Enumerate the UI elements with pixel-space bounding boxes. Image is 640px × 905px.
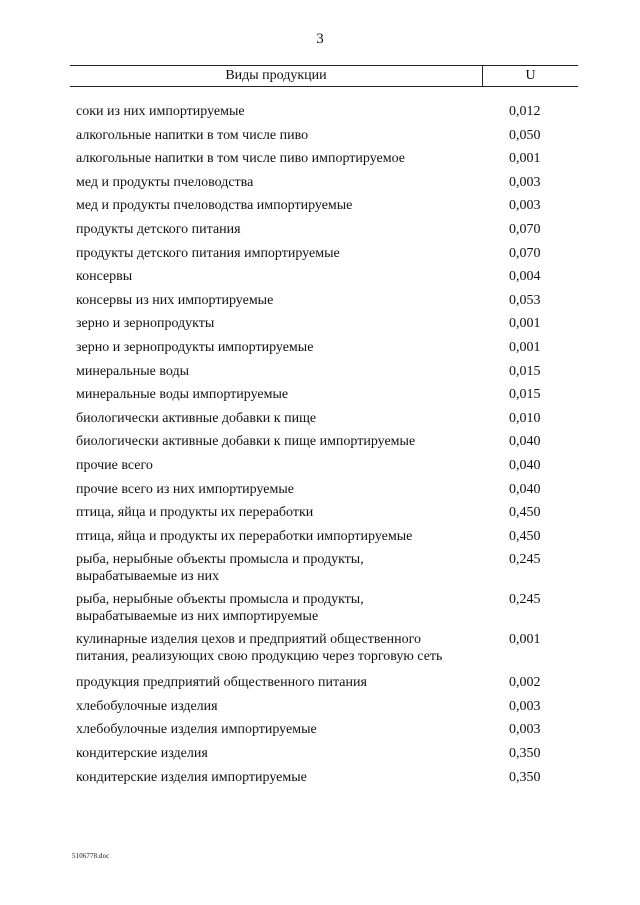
product-type-cell: прочие всего bbox=[76, 457, 153, 473]
table-row bbox=[76, 745, 578, 769]
table-row bbox=[76, 528, 578, 552]
product-type-cell: консервы из них импортируемые bbox=[76, 292, 274, 308]
product-type-cell: птица, яйца и продукты их переработки импортируемые bbox=[76, 528, 413, 544]
table-body bbox=[76, 103, 578, 792]
product-type-cell: минеральные воды bbox=[76, 363, 190, 379]
table-row bbox=[76, 174, 578, 198]
u-value-cell: 0,012 bbox=[509, 104, 541, 119]
table-row bbox=[76, 386, 578, 410]
product-type-cell: мед и продукты пчеловодства bbox=[76, 174, 254, 190]
table-row bbox=[76, 292, 578, 316]
u-value-cell: 0,003 bbox=[509, 174, 541, 190]
u-value-cell: 0,001 bbox=[509, 151, 541, 167]
table-header bbox=[70, 65, 578, 87]
table-row bbox=[76, 150, 578, 174]
u-value-cell: 0,010 bbox=[509, 410, 541, 426]
table-row bbox=[76, 591, 578, 631]
u-value-cell: 0,450 bbox=[509, 528, 541, 544]
product-type-cell: алкогольные напитки в том числе пиво bbox=[76, 127, 309, 143]
footer-doc-id: 5106778.doc bbox=[72, 852, 110, 860]
u-value-cell: 0,040 bbox=[509, 434, 541, 450]
product-type-cell: соки из них импортируемые bbox=[76, 104, 245, 119]
u-value-cell: 0,001 bbox=[509, 339, 541, 355]
product-type-cell: зерно и зернопродукты bbox=[76, 316, 215, 332]
table-row bbox=[76, 315, 578, 339]
u-value-cell: 0,040 bbox=[509, 457, 541, 473]
u-value-cell: 0,002 bbox=[509, 675, 541, 691]
u-value-cell: 0,001 bbox=[509, 316, 541, 332]
table-row bbox=[76, 221, 578, 245]
product-type-cell: мед и продукты пчеловодства импортируемые bbox=[76, 198, 353, 214]
table-row bbox=[76, 504, 578, 528]
u-value-cell: 0,050 bbox=[509, 127, 541, 143]
table-row bbox=[76, 127, 578, 151]
column-header-u: U bbox=[525, 68, 536, 83]
product-type-cell: птица, яйца и продукты их переработки bbox=[76, 505, 314, 521]
table-row bbox=[76, 698, 578, 722]
product-type-cell: продукты детского питания bbox=[76, 221, 241, 237]
product-type-cell: хлебобулочные изделия bbox=[76, 698, 218, 714]
u-value-cell: 0,070 bbox=[509, 245, 541, 261]
product-type-cell: кондитерские изделия bbox=[76, 746, 208, 762]
table-row bbox=[76, 674, 578, 698]
product-type-cell: продукты детского питания импортируемые bbox=[76, 245, 340, 261]
table-row bbox=[76, 433, 578, 457]
product-type-cell: кулинарные изделия цехов и предприятий общественного питания, реализующих свою продукцию через торговую сеть bbox=[76, 632, 443, 665]
u-value-cell: 0,450 bbox=[509, 505, 541, 521]
product-type-cell: зерно и зернопродукты импортируемые bbox=[76, 339, 314, 355]
table-row bbox=[76, 339, 578, 363]
u-value-cell: 0,070 bbox=[509, 221, 541, 237]
table-row bbox=[76, 481, 578, 505]
u-value-cell: 0,053 bbox=[509, 292, 541, 308]
u-value-cell: 0,003 bbox=[509, 198, 541, 214]
u-value-cell: 0,004 bbox=[509, 269, 541, 285]
u-value-cell: 0,003 bbox=[509, 722, 541, 738]
table-row bbox=[76, 457, 578, 481]
table-row bbox=[76, 268, 578, 292]
table-row bbox=[76, 721, 578, 745]
column-header-product-type: Виды продукции bbox=[70, 66, 483, 86]
table-row bbox=[76, 363, 578, 387]
product-type-cell: биологически активные добавки к пище импортируемые bbox=[76, 434, 416, 450]
product-type-cell: прочие всего из них импортируемые bbox=[76, 481, 294, 497]
table-row bbox=[76, 769, 578, 793]
u-value-cell: 0,001 bbox=[509, 632, 541, 648]
table-row bbox=[76, 103, 578, 127]
product-type-cell: рыба, нерыбные объекты промысла и продукты, вырабатываемые из них bbox=[76, 552, 364, 585]
u-value-cell: 0,003 bbox=[509, 698, 541, 714]
page-number: 3 bbox=[316, 31, 324, 47]
product-type-cell: биологически активные добавки к пище bbox=[76, 410, 317, 426]
product-type-cell: консервы bbox=[76, 269, 133, 285]
u-value-cell: 0,245 bbox=[509, 592, 541, 608]
u-value-cell: 0,040 bbox=[509, 481, 541, 497]
table-row bbox=[76, 410, 578, 434]
table-row bbox=[76, 631, 578, 674]
product-type-cell: хлебобулочные изделия импортируемые bbox=[76, 722, 317, 738]
u-value-cell: 0,015 bbox=[509, 363, 541, 379]
product-type-cell: минеральные воды импортируемые bbox=[76, 387, 289, 403]
u-value-cell: 0,350 bbox=[509, 746, 541, 762]
u-value-cell: 0,245 bbox=[509, 552, 541, 568]
table-row bbox=[76, 197, 578, 221]
product-type-cell: алкогольные напитки в том числе пиво импортируемое bbox=[76, 151, 405, 167]
u-value-cell: 0,350 bbox=[509, 769, 541, 785]
product-type-cell: рыба, нерыбные объекты промысла и продукты, вырабатываемые из них импортируемые bbox=[76, 592, 364, 625]
table-row bbox=[76, 245, 578, 269]
u-value-cell: 0,015 bbox=[509, 387, 541, 403]
product-type-cell: кондитерские изделия импортируемые bbox=[76, 769, 307, 785]
product-type-cell: продукция предприятий общественного питания bbox=[76, 675, 367, 691]
table-row bbox=[76, 551, 578, 591]
